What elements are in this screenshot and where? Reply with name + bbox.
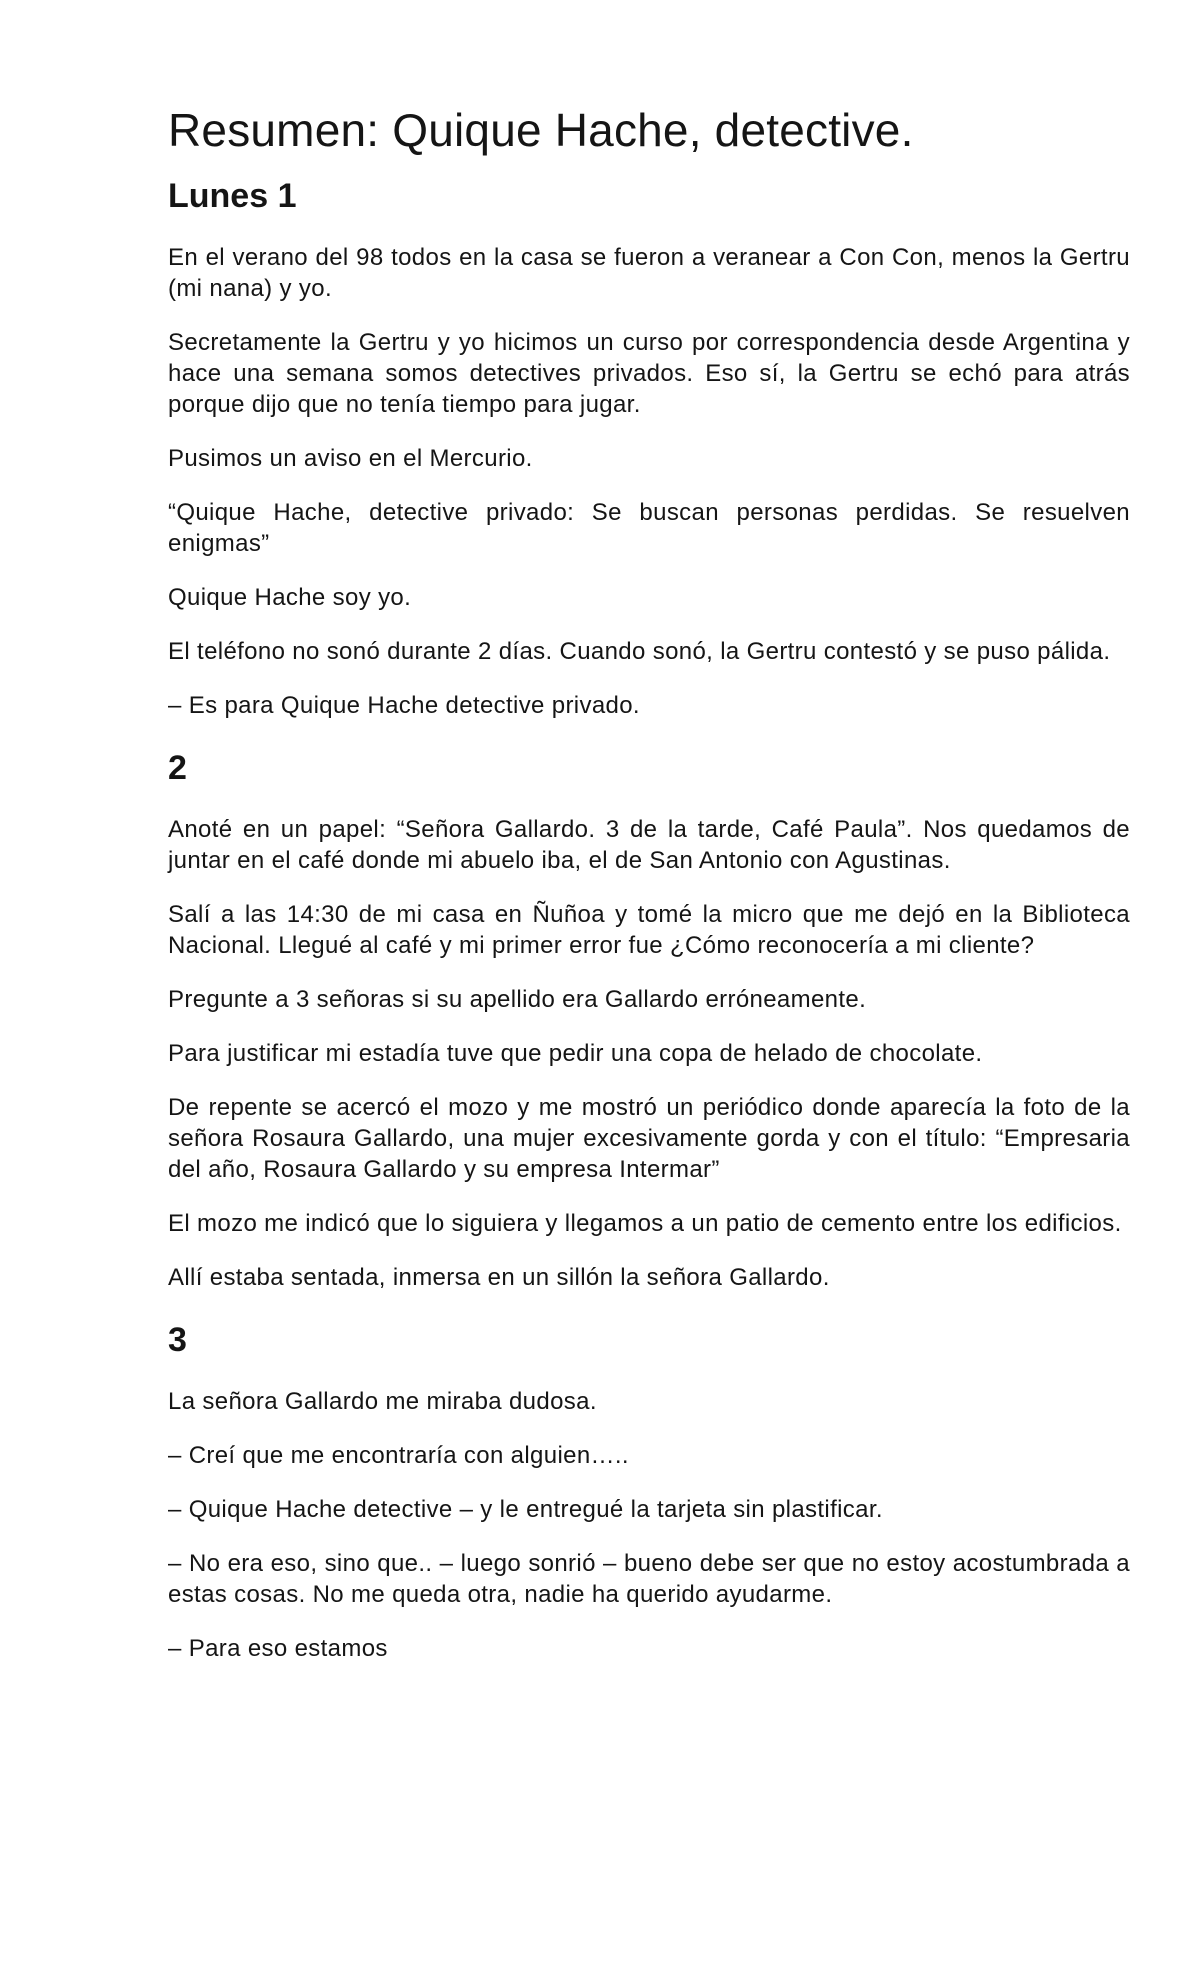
paragraph: – Para eso estamos xyxy=(168,1635,388,1663)
paragraph: De repente se acercó el mozo y me mostró un periódico donde aparecía la foto de la señora Rosaura Gallardo, una mujer excesivamente gorda y con el título: “Empresaria del año, Rosaura Gallardo y su empresa Intermar” xyxy=(168,1094,1130,1184)
document-page xyxy=(168,96,1130,1687)
paragraph: Salí a las 14:30 de mi casa en Ñuñoa y tomé la micro que me dejó en la Biblioteca Nacional. Llegué al café y mi primer error fue ¿Cómo reconocería a mi cliente? xyxy=(168,901,1130,960)
section-heading-3: 3 xyxy=(168,1321,187,1360)
paragraph: – No era eso, sino que.. – luego sonrió – bueno debe ser que no estoy acostumbrada a estas cosas. No me queda otra, nadie ha querido ayudarme. xyxy=(168,1550,1130,1609)
document-title: Resumen: Quique Hache, detective. xyxy=(168,104,914,156)
paragraph: “Quique Hache, detective privado: Se buscan personas perdidas. Se resuelven enigmas” xyxy=(168,498,1130,557)
section-heading-2: 2 xyxy=(168,748,187,787)
section-heading-1: Lunes 1 xyxy=(168,176,297,215)
paragraph: Secretamente la Gertru y yo hicimos un curso por correspondencia desde Argentina y hace una semana somos detectives privados. Eso sí, la Gertru se echó para atrás porque dijo que no tenía tiempo para jugar. xyxy=(168,328,1130,418)
paragraph: La señora Gallardo me miraba dudosa. xyxy=(168,1388,597,1416)
paragraph: Pusimos un aviso en el Mercurio. xyxy=(168,444,533,472)
paragraph: – Quique Hache detective – y le entregué la tarjeta sin plastificar. xyxy=(168,1496,883,1524)
paragraph: – Es para Quique Hache detective privado. xyxy=(168,691,640,719)
paragraph: – Creí que me encontraría con alguien….. xyxy=(168,1442,629,1470)
paragraph: Para justificar mi estadía tuve que pedir una copa de helado de chocolate. xyxy=(168,1040,983,1068)
paragraph: Pregunte a 3 señoras si su apellido era Gallardo erróneamente. xyxy=(168,986,867,1014)
paragraph: Anoté en un papel: “Señora Gallardo. 3 de la tarde, Café Paula”. Nos quedamos de juntar en el café donde mi abuelo iba, el de San Antonio con Agustinas. xyxy=(168,816,1130,875)
paragraph: Allí estaba sentada, inmersa en un sillón la señora Gallardo. xyxy=(168,1264,830,1292)
paragraph: En el verano del 98 todos en la casa se fueron a veranear a Con Con, menos la Gertru (mi nana) y yo. xyxy=(168,243,1130,302)
paragraph: Quique Hache soy yo. xyxy=(168,583,412,611)
paragraph: El teléfono no sonó durante 2 días. Cuando sonó, la Gertru contestó y se puso pálida. xyxy=(168,637,1111,665)
paragraph: El mozo me indicó que lo siguiera y llegamos a un patio de cemento entre los edificios. xyxy=(168,1210,1122,1238)
